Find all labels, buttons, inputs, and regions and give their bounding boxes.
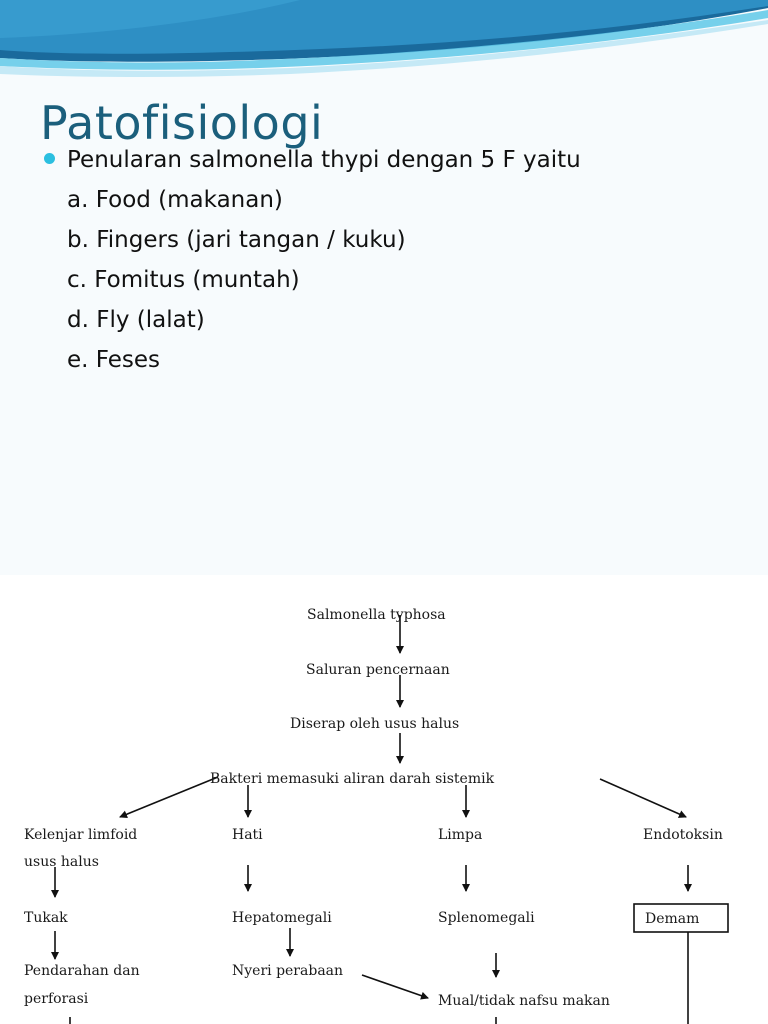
node-usus-halus: usus halus bbox=[24, 854, 99, 870]
node-hepatomegali: Hepatomegali bbox=[232, 910, 332, 926]
node-perforasi: perforasi bbox=[24, 991, 89, 1007]
bullet-text: Penularan salmonella thypi dengan 5 F yaitu bbox=[67, 147, 581, 173]
node-tukak: Tukak bbox=[24, 910, 68, 926]
list-item: a. Food (makanan) bbox=[67, 187, 283, 213]
node-diserap: Diserap oleh usus halus bbox=[290, 716, 460, 732]
node-hati: Hati bbox=[232, 827, 263, 843]
node-mual: Mual/tidak nafsu makan bbox=[438, 993, 610, 1009]
list-item: c. Fomitus (muntah) bbox=[67, 267, 300, 293]
bullet-item bbox=[44, 147, 581, 173]
node-endotoksin: Endotoksin bbox=[643, 827, 723, 843]
node-salmonella: Salmonella typhosa bbox=[307, 607, 446, 623]
node-kelenjar: Kelenjar limfoid bbox=[24, 827, 138, 843]
node-limpa: Limpa bbox=[438, 827, 483, 843]
arrow bbox=[600, 779, 686, 817]
transmission-list bbox=[67, 184, 406, 384]
node-demam: Demam bbox=[645, 911, 700, 927]
header-wave-decoration bbox=[0, 0, 768, 100]
node-bakteri: Bakteri memasuki aliran darah sistemik bbox=[210, 771, 495, 787]
bullet-dot-icon bbox=[44, 153, 55, 164]
arrow bbox=[362, 975, 428, 998]
node-splenomegali: Splenomegali bbox=[438, 910, 535, 926]
list-item: d. Fly (lalat) bbox=[67, 307, 205, 333]
node-pendarahan: Pendarahan dan bbox=[24, 963, 140, 979]
arrow bbox=[120, 777, 218, 817]
pathophysiology-diagram bbox=[0, 575, 768, 1024]
list-item: e. Feses bbox=[67, 347, 161, 373]
slide-title: Patofisiologi bbox=[40, 96, 324, 150]
node-saluran: Saluran pencernaan bbox=[306, 662, 450, 678]
node-nyeri: Nyeri perabaan bbox=[232, 963, 344, 979]
list-item: b. Fingers (jari tangan / kuku) bbox=[67, 227, 406, 253]
